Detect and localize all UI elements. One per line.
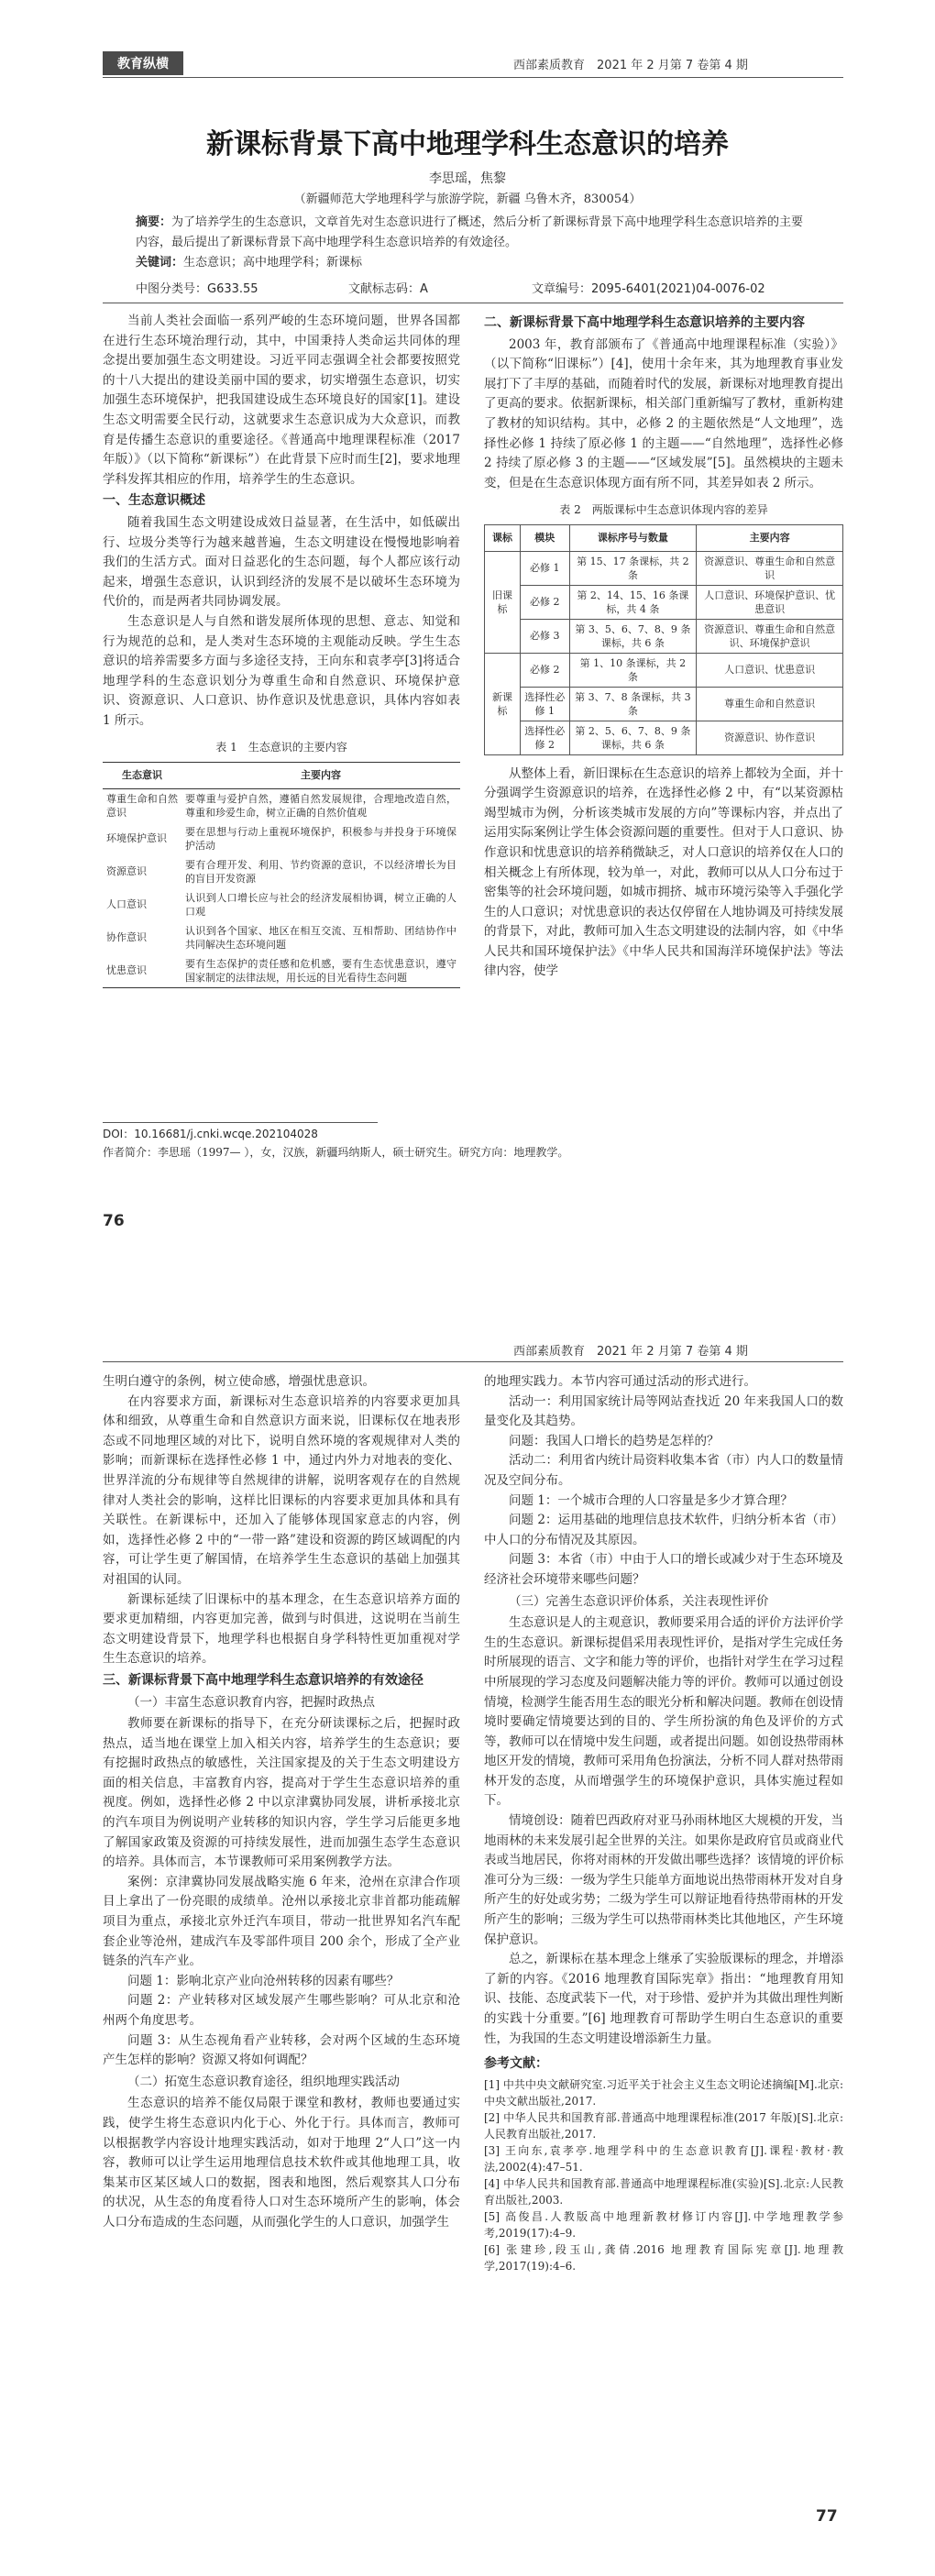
article-id: 文章编号：2095-6401(2021)04-0076-02 (532, 282, 765, 296)
doi: DOI：10.16681/j.cnki.wcqe.202104028 (103, 1128, 318, 1140)
table1-header: 主要内容 (182, 763, 460, 789)
page2-right-column (484, 1372, 843, 2274)
reference-list (484, 2076, 843, 2274)
table2-header: 课标 (485, 524, 521, 551)
paragraph: 的地理实践力。本节内容可通过活动的形式进行。 (484, 1374, 756, 1389)
paragraph: 新课标延续了旧课标中的基本理念，在生态意识培养方面的要求更加精细，内容更加完善，做到与时俱进，这说明在当前生态文明建设背景下，地理学科也根据自身学科特性更加重视对学生生态意识的培养。 (103, 1591, 460, 1667)
page1-left-column (103, 312, 460, 988)
table1-caption: 表 1 生态意识的主要内容 (215, 741, 347, 754)
question: 问题 1：一个城市合理的人口容量是多少才算合理？ (509, 1492, 793, 1508)
section-heading-1: 一、生态意识概述 (103, 493, 205, 509)
table1 (103, 762, 460, 988)
header-rule (103, 77, 843, 78)
page1-right-column (484, 312, 843, 982)
section-heading-3: 三、新课标背景下高中地理学科生态意识培养的有效途径 (103, 1672, 424, 1688)
running-header: 西部素质教育 2021 年 2 月第 7 卷第 4 期 (513, 1345, 748, 1359)
page-77 (0, 1288, 935, 2576)
article-affiliation: （新疆师范大学地理科学与旅游学院，新疆 乌鲁木齐，830054） (293, 193, 642, 206)
table-row: 忧患意识 要有生态保护的责任感和危机感，要有生态忧患意识，遵守国家制定的法律法规，用长远的目光看待生态问题 (103, 954, 460, 988)
section-heading-2: 二、新课标背景下高中地理学科生态意识培养的主要内容 (484, 315, 805, 330)
subsection-heading: （一）丰富生态意识教育内容，把握时政热点 (127, 1694, 375, 1710)
doc-code: 文献标志码：A (348, 282, 428, 296)
paragraph: 生明白遵守的条例，树立使命感，增强忧患意识。 (103, 1374, 375, 1389)
article-authors: 李思瑶，焦黎 (429, 171, 506, 186)
reference-item: [4] 中华人民共和国教育部.普通高中地理课程标准(实验)[S].北京:人民教育出版社,2003. (484, 2176, 843, 2207)
subsection-heading: （三）完善生态意识评价体系，关注表现性评价 (509, 1593, 769, 1609)
clc-number: 中图分类号：G633.55 (136, 282, 258, 296)
paragraph: 生态意识是人与自然和谐发展所体现的思想、意志、知觉和行为规范的总和，是人类对生态环境的主观能动反映。学生生态意识的培养需要多方面与多途径支持，王向东和袁孝亭[3]将适合地理学科的生态意识划分为尊重生命和自然意识、环境保护意识、资源意识、人口意识、协作意识及忧患意识，具体内容如表 1 所示。 (103, 613, 460, 728)
reference-item: [5] 高俊昌.人教版高中地理新教材修订内容[J].中学地理教学参考,2019(17):4–9. (484, 2209, 843, 2240)
paragraph: 教师要在新课标的指导下，在充分研读课标之后，把握时政热点，适当地在课堂上加入相关内容，培养学生的生态意识；要有挖掘时政热点的敏感性，关注国家提及的关于生态文明建设方面的相关信息，丰富教育内容，提高对于学生生态意识培养的重视度。例如，选择性必修 2 中以京津冀协同发展，讲析承接北京的汽车项目为例说明产业转移的知识内容，学生学习后能更多地了解国家政策及资源的可持续发展性，进而加强生态学生态意识的培养。具体而言，本节课教师可采用案例教学方法。 (103, 1716, 460, 1870)
abstract-block (136, 213, 814, 273)
table-row: 环境保护意识 要在思想与行动上重视环境保护，积极参与并投身于环境保护活动 (106, 825, 456, 852)
table-row: 必修 2 第 2、14、15、16 条课标，共 4 条 人口意识、环境保护意识、忧患意识 (485, 585, 843, 619)
page2-left-column (103, 1372, 460, 2233)
reference-item: [2] 中华人民共和国教育部.普通高中地理课程标准(2017 年版)[S].北京:人民教育出版社,2017. (484, 2110, 843, 2141)
reference-item: [3] 王向东,袁孝亭.地理学科中的生态意识教育[J].课程·教材·教法,2002(4):47–51. (484, 2143, 843, 2174)
paragraph: 在内容要求方面，新课标对生态意识培养的内容要求更加具体和细致，从尊重生命和自然意识方面来说，旧课标仅在地表形态或不同地理区域的对比下，说明自然环境的客观规律对人类的影响；而新课标在选择性必修 1 中，通过内外力对地表的变化、世界洋流的分布规律等自然规律的讲解，说明客观存在的自然规律对人类社会的影响，这样比旧课标的内容要求更加具体和具有关联性。在新课标中，还加入了能够体现国家意志的内容，例如，选择性必修 2 中的“一带一路”建设和资源的跨区域调配的内容，可让学生更了解国情，在培养学生生态意识的基础上加强其对祖国的认同。 (103, 1393, 460, 1587)
table-row: 尊重生命和自然意识 要尊重与爱护自然，遵循自然发展规律，合理地改造自然，尊重和珍爱生命，树立正确的自然价值观 (106, 792, 456, 819)
header-rule (103, 1361, 843, 1362)
question: 问题 2：运用基础的地理信息技术软件，归纳分析本省（市）中人口的分布情况及其原因。 (484, 1513, 843, 1547)
paragraph: 随着我国生态文明建设成效日益显著，在生活中，如低碳出行、垃圾分类等行为越来越普遍，生态文明建设在慢慢地影响着我们的生活方式。面对日益恶化的生态问题，每个人都应该行动起来，增强生态意识，认识到经济的发展不是以破坏生态环境为代价的，而是两者共同协调发展。 (103, 514, 460, 610)
intro-paragraph: 当前人类社会面临一系列严峻的生态环境问题，世界各国都在进行生态环境治理行动，其中，中国秉持人类命运共同体的理念提出要加强生态文明建设。习近平同志强调全社会都要按照党的十八大提出的建设美丽中国的要求，切实增强生态意识，切实加强生态环境保护，把我国建设成生态环境良好的国家[1]。建设生态文明需要全民行动，这就要求生态意识成为大众意识，而教育是传播生态意识的重要途径。《普通高中地理课程标准（2017年版）》（以下简称“新课标”）在此背景下应时而生[2]，要求地理学科发挥其相应的作用，培养学生的生态意识。 (103, 314, 460, 487)
table-row: 旧课标 必修 1 第 15、17 条课标，共 2 条 资源意识、尊重生命和自然意识 (485, 551, 843, 585)
table-row: 必修 3 第 3、5、6、7、8、9 条课标，共 6 条 资源意识、尊重生命和自然意识、环境保护意识 (485, 619, 843, 653)
reference-item: [6] 张建珍,段玉山,龚倩.2016 地理教育国际宪章[J].地理教学,2017(19):4–6. (484, 2242, 843, 2273)
author-footnote: 作者简介：李思瑶（1997— ），女，汉族，新疆玛纳斯人，硕士研究生。研究方向：地理教学。 (103, 1146, 569, 1159)
table-row: 资源意识 要有合理开发、利用、节约资源的意识，不以经济增长为目的盲目开发资源 (106, 858, 456, 885)
table2-header: 模块 (521, 524, 570, 551)
table-row: 协作意识 认识到各个国家、地区在相互交流、互相帮助、团结协作中共同解决生态环境问题 (106, 924, 456, 951)
keywords-label: 关键词： (136, 256, 184, 270)
table2-header: 主要内容 (697, 524, 843, 551)
paragraph: 情境创设：随着巴西政府对亚马孙雨林地区大规模的开发，当地雨林的未来发展引起全世界的关注。如果你是政府官员或商业代表或当地居民，你将对雨林的开发做出哪些选择？该情境的评价标准可分为三级：一级为学生只能单方面地说出热带雨林开发对自身所产生的好处或劣势；二级为学生可以辩证地看待热带雨林的开发所产生的影响；三级为学生可以热带雨林类比其他地区，产生环境保护意识。 (484, 1813, 843, 1947)
paragraph: 总之，新课标在基本理念上继承了实验版课标的理念，并增添了新的内容。《2016 地理教育国际宪章》指出：“地理教育用知识、技能、态度武装下一代，对于珍惜、爱护并为其做出理性判断的实践十分重要。”[6] 地理教育可帮助学生明白生态意识的重要性，为我国的生态文明建设增添新生力量。 (484, 1952, 843, 2046)
paragraph: 生态意识是人的主观意识，教师要采用合适的评价方法评价学生的生态意识。新课标提倡采用表现性评价，是指对学生完成任务时所展现的语言、文字和能力等的评价，也指针对学生在学习过程中所展现的学习态度及问题解决能力等的评价。教师可以通过创设情境，检测学生能否用生态的眼光分析和解决问题。教师在创设情境时要确定情境要达到的目的、学生所扮演的角色及评价的方式等，教师可以在情境中发生问题，或者提出问题。如创设热带雨林地区开发的情境，教师可采用角色扮演法，分析不同人群对热带雨林开发的态度，从而增强学生的环境保护意识，具体实施过程如下。 (484, 1615, 843, 1809)
abstract-text: 为了培养学生的生态意识，文章首先对生态意识进行了概述，然后分析了新课标背景下高中地理学科生态意识培养的主要内容，最后提出了新课标背景下高中地理学科生态意识培养的有效途径。 (136, 215, 804, 249)
page-number: 76 (103, 1212, 125, 1230)
paragraph: 生态意识的培养不能仅局限于课堂和教材，教师也要通过实践，使学生将生态意识内化于心、外化于行。具体而言，教师可以根据教学内容设计地理实践活动，如对于地理 2“人口”这一内容，教师可以让学生运用地理信息技术软件或其他地理工具，收集某市区某区域人口的数据，图表和地图，然后观察其人口分布的状况，从生态的角度看待人口对生态环境所产生的影响，体会人口分布造成的生态问题，从而强化学生的人口意识，加强学生 (103, 2096, 460, 2229)
paragraph: 案例：京津冀协同发展战略实施 6 年来，沧州在京津合作项目上拿出了一份亮眼的成绩单。沧州以承接北京非首都功能疏解项目为重点，承接北京外迁汽车项目，带动一批世界知名汽车配套企业等沧州，建成汽车及零部件项目 200 余个，形成了全产业链条的汽车产业。 (103, 1874, 460, 1969)
references-heading: 参考文献： (484, 2056, 548, 2072)
question: 问题 3：从生态视角看产业转移，会对两个区域的生态环境产生怎样的影响？资源又将如何调配？ (103, 2032, 460, 2068)
table-row: 选择性必修 2 第 2、5、6、7、8、9 条课标，共 6 条 资源意识、协作意识 (485, 721, 843, 754)
question: 问题：我国人口增长的趋势是怎样的？ (509, 1433, 720, 1448)
question: 问题 3：本省（市）中由于人口的增长或减少对于生态环境及经济社会环境带来哪些问题？ (484, 1552, 843, 1587)
article-title: 新课标背景下高中地理学科生态意识的培养 (206, 128, 729, 160)
subsection-heading: （二）拓宽生态意识教育途径，组织地理实践活动 (127, 2074, 400, 2089)
table-row: 选择性必修 1 第 3、7、8 条课标，共 3 条 尊重生命和自然意识 (485, 687, 843, 721)
keywords-text: 生态意识；高中地理学科；新课标 (183, 256, 363, 270)
question: 问题 2：产业转移对区域发展产生哪些影响？可从北京和沧州两个角度思考。 (103, 1993, 460, 2028)
table2-caption: 表 2 两版课标中生态意识体现内容的差异 (559, 503, 768, 517)
running-header: 西部素质教育 2021 年 2 月第 7 卷第 4 期 (513, 59, 748, 72)
reference-item: [1] 中共中央文献研究室.习近平关于社会主义生态文明论述摘编[M].北京:中央文献出版社,2017. (484, 2077, 843, 2108)
footnote-rule (103, 1122, 378, 1123)
section-tag: 教育纵横 (103, 51, 183, 75)
abstract-label: 摘要： (136, 215, 172, 229)
table1-header: 生态意识 (103, 763, 182, 789)
table-row: 新课标 必修 2 第 1、10 条课标，共 2 条 人口意识、忧患意识 (485, 653, 843, 687)
question: 问题 1：影响北京产业向沧州转移的因素有哪些？ (127, 1973, 400, 1988)
activity: 活动一：利用国家统计局等网站查找近 20 年来我国人口的数量变化及其趋势。 (484, 1393, 843, 1429)
paragraph: 2003 年，教育部颁布了《普通高中地理课程标准（实验）》（以下简称“旧课标”）[4]，使用十余年来，其为地理教育事业发展打下了丰厚的基础，而随着时代的发展，新课标对地理教育提出了更高的要求。依据新课标，相关部门重新编写了教材，重新构建了教材的知识结构。其中，必修 2 的主题依然是“人文地理”，选择性必修 1 持续了原必修 1 的主题——“自然地理”，选择性必修 2 持续了原必修 3 的主题——“区域发展”[5]。虽然模块的主题未变，但是在生态意识体现方面有所不同，其差异如表 2 所示。 (484, 336, 843, 490)
table-row: 人口意识 认识到人口增长应与社会的经济发展相协调，树立正确的人口观 (106, 891, 456, 918)
page-number: 77 (816, 2507, 838, 2526)
activity: 活动二：利用省内统计局资料收集本省（市）内人口的数量情况及空间分布。 (484, 1453, 843, 1488)
paragraph: 从整体上看，新旧课标在生态意识的培养上都较为全面，并十分强调学生资源意识的培养，在选择性必修 2 中，有“以某资源枯竭型城市为例，分析该类城市发展的方向”等课标内容，并点出了运用实际案例让学生体会资源问题的重要性。但对于人口意识、协作意识和忧患意识的培养稍微缺乏，对人口意识的培养仅在人口的相关概念上有所体现，较为单一，对此，教师可以从人口分布过于密集等的社会环境问题，如城市拥挤、城市环境污染等入手强化学生的人口意识；对忧患意识的表达仅停留在人地协调及可持续发展的背景下，对此，教师可加入生态文明建设的法制内容，如《中华人民共和国环境保护法》《中华人民共和国海洋环境保护法》等法律内容，使学 (484, 765, 843, 979)
table2-header: 课标序号与数量 (569, 524, 697, 551)
table2 (484, 524, 843, 755)
